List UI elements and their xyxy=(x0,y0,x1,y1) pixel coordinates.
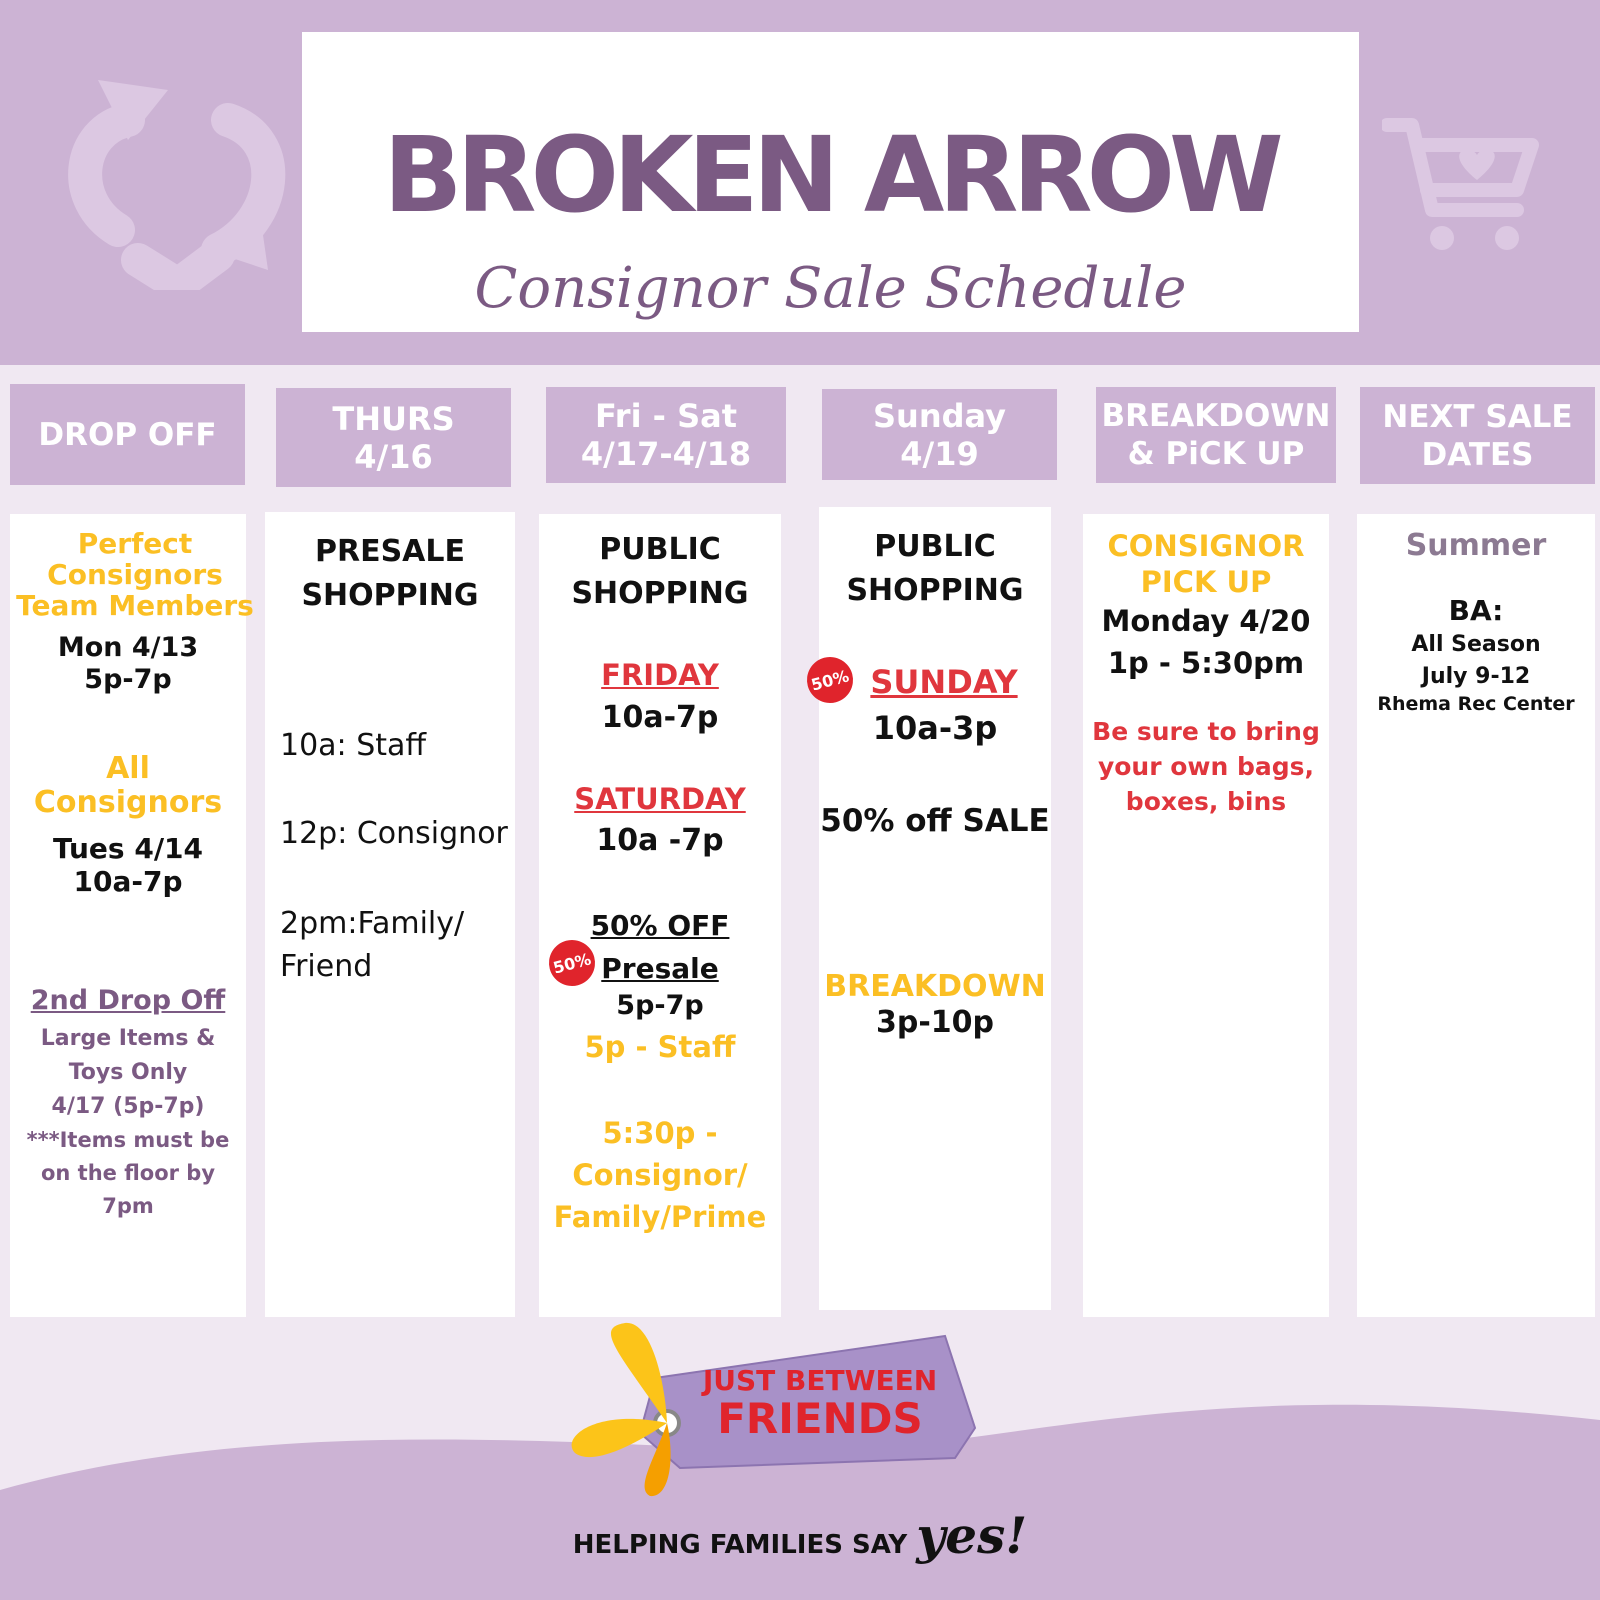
fri-public-line1: PUBLIC xyxy=(599,532,721,567)
thurs-item-staff: 10a: Staff xyxy=(280,728,427,763)
second-line4: ***Items must be xyxy=(26,1128,230,1152)
recycle-heart-icon xyxy=(58,60,298,290)
thurs-family-line1: 2pm:Family/ xyxy=(280,906,465,941)
pickup-note xyxy=(1083,714,1329,819)
discount-badge-icon: 50% xyxy=(802,652,858,708)
tagline xyxy=(0,1506,1600,1565)
jbf-logo xyxy=(555,1318,995,1498)
header-next-line2: DATES xyxy=(1421,436,1534,473)
presale-consignor-line3: Family/Prime xyxy=(553,1200,767,1234)
pickup-time-block xyxy=(1083,600,1329,684)
header-next-line1: NEXT SALE xyxy=(1382,398,1573,435)
thurs-item-consignor: 12p: Consignor xyxy=(280,816,508,851)
page-title: BROKEN ARROW xyxy=(383,114,1278,236)
header-pickup xyxy=(1096,387,1336,483)
second-drop-off-details xyxy=(10,1022,246,1223)
perfect-time: 5p-7p xyxy=(84,664,172,695)
presale-consignor xyxy=(539,1112,781,1238)
discount-badge-icon: 50% xyxy=(544,935,600,991)
all-line1: All xyxy=(106,751,150,786)
perfect-line1: Perfect xyxy=(77,527,193,560)
fifty-off-presale xyxy=(539,904,781,990)
pickup-hours: 1p - 5:30pm xyxy=(1107,646,1305,680)
tagline-text: HELPING FAMILIES SAY xyxy=(572,1530,908,1560)
next-location: BA: xyxy=(1448,594,1504,627)
all-line2: Consignors xyxy=(33,785,223,820)
friday-time: 10a-7p xyxy=(601,700,719,735)
pickup-title-line2: PICK UP xyxy=(1140,565,1272,599)
thurs-item-family xyxy=(280,902,464,988)
header-thurs-line1: THURS xyxy=(332,399,455,438)
column-pickup xyxy=(1083,514,1329,1317)
fri-public-title xyxy=(539,528,781,616)
header-pickup-line1: BREAKDOWN xyxy=(1101,398,1331,434)
breakdown-label: BREAKDOWN xyxy=(824,969,1046,1004)
fifty-off-line2: Presale xyxy=(601,952,719,985)
pickup-note-line1: Be sure to bring xyxy=(1092,717,1320,746)
all-consignors-block xyxy=(10,752,246,820)
perfect-date: Mon 4/13 xyxy=(57,632,199,663)
sun-public-line2: SHOPPING xyxy=(846,573,1024,608)
logo-text-bottom: FRIENDS xyxy=(717,1394,923,1443)
header-next xyxy=(1360,387,1595,484)
page-subtitle: Consignor Sale Schedule xyxy=(474,256,1187,321)
next-line2: July 9-12 xyxy=(1421,664,1531,689)
column-sunday xyxy=(809,507,1051,1310)
header-fri-sat-line1: Fri - Sat xyxy=(594,397,738,435)
fri-public-line2: SHOPPING xyxy=(571,576,749,611)
fifty-off-line1: 50% OFF xyxy=(590,909,730,942)
saturday-time: 10a -7p xyxy=(596,823,724,858)
all-date: Tues 4/14 xyxy=(52,832,204,865)
next-season: Summer xyxy=(1405,528,1547,563)
header-fri-sat-line2: 4/17-4/18 xyxy=(580,435,752,473)
perfect-consignors-block xyxy=(4,528,266,621)
header-pickup-line2: & PiCK UP xyxy=(1127,436,1305,472)
thurs-family-line2: Friend xyxy=(280,949,373,984)
half-off-sale: 50% off SALE xyxy=(820,803,1050,839)
breakdown-time: 3p-10p xyxy=(875,1005,995,1040)
perfect-time-block xyxy=(10,632,246,696)
pickup-note-line2: your own bags, xyxy=(1097,752,1315,781)
tagline-yes: yes! xyxy=(916,1506,1028,1565)
header-thurs xyxy=(276,388,511,487)
presale-staff: 5p - Staff xyxy=(584,1030,736,1064)
header-thurs-line2: 4/16 xyxy=(354,437,433,476)
presale-line2: SHOPPING xyxy=(301,578,479,613)
presale-time: 5p-7p xyxy=(616,990,704,1021)
next-details xyxy=(1357,629,1595,715)
all-time-block xyxy=(10,832,246,898)
saturday-label: SATURDAY xyxy=(574,782,746,816)
column-drop-off xyxy=(10,514,254,1317)
title-box xyxy=(302,32,1359,332)
perfect-line2: Consignors xyxy=(47,558,223,591)
second-line2: Toys Only xyxy=(68,1060,188,1085)
header-drop-off-label: DROP OFF xyxy=(38,416,217,453)
header-sunday-line1: Sunday xyxy=(873,396,1006,435)
logo-text-top: JUST BETWEEN xyxy=(702,1364,938,1397)
sunday-time: 10a-3p xyxy=(872,709,998,747)
presale-consignor-line1: 5:30p - xyxy=(602,1116,718,1150)
shopping-cart-icon xyxy=(1382,110,1542,260)
perfect-line3: Team Members xyxy=(16,589,254,622)
header-sunday xyxy=(822,389,1057,480)
second-line5: on the floor by xyxy=(40,1161,216,1185)
second-drop-off-title: 2nd Drop Off xyxy=(30,985,226,1016)
column-next-sale xyxy=(1357,514,1595,1317)
presale-line1: PRESALE xyxy=(314,534,465,569)
next-line1: All Season xyxy=(1411,632,1541,657)
column-thurs xyxy=(265,512,515,1317)
header-drop-off xyxy=(10,384,245,485)
second-line1: Large Items & xyxy=(40,1026,216,1051)
all-time: 10a-7p xyxy=(73,865,183,898)
header-fri-sat xyxy=(546,387,786,483)
friday-label: FRIDAY xyxy=(601,658,719,692)
column-fri-sat xyxy=(539,514,781,1317)
pickup-title-line1: CONSIGNOR xyxy=(1107,529,1305,563)
presale-title xyxy=(265,530,515,618)
sun-public-title xyxy=(819,525,1051,613)
next-line3: Rhema Rec Center xyxy=(1377,693,1575,715)
header-sunday-line2: 4/19 xyxy=(900,434,979,473)
sunday-label: SUNDAY xyxy=(870,663,1018,701)
pickup-note-line3: boxes, bins xyxy=(1125,787,1287,816)
second-line3: 4/17 (5p-7p) xyxy=(51,1094,205,1119)
presale-consignor-line2: Consignor/ xyxy=(572,1158,748,1192)
consignor-pickup-title xyxy=(1083,528,1329,600)
pickup-date: Monday 4/20 xyxy=(1101,604,1311,638)
sun-public-line1: PUBLIC xyxy=(874,529,996,564)
second-line6: 7pm xyxy=(102,1194,154,1218)
